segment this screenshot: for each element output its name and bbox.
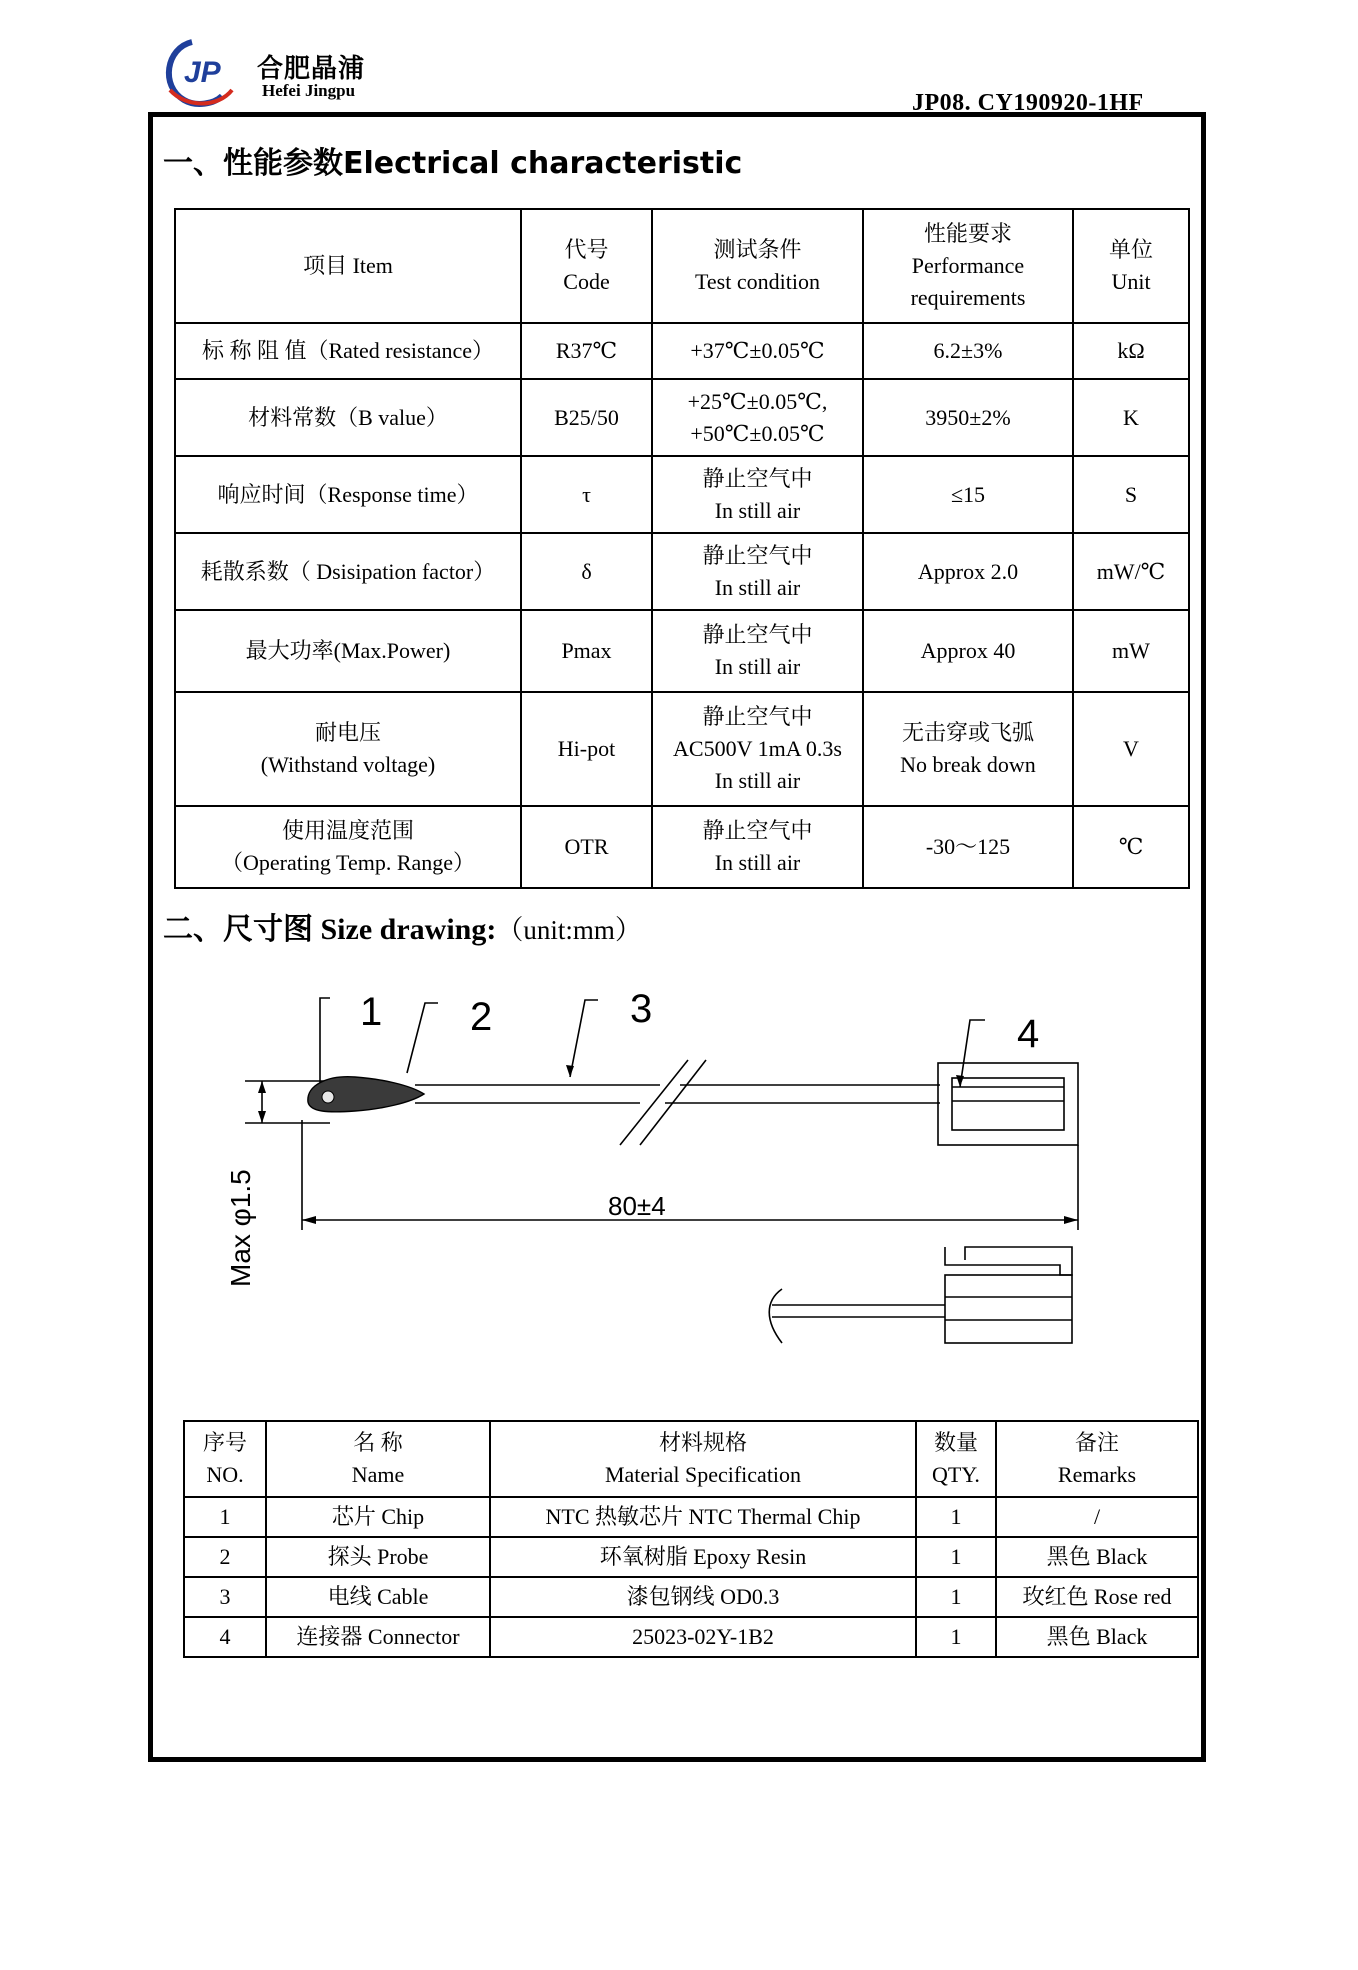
- leader-2: [407, 1003, 438, 1073]
- cell-item-text: 材料常数（B value）: [248, 404, 448, 430]
- cell-condition-text: 静止空气中: [702, 622, 813, 648]
- connector-body: [938, 1063, 1078, 1145]
- cell-item-text: 耐电压: [314, 720, 381, 746]
- cell-condition-text: In still air: [714, 574, 801, 600]
- cell-requirement: [863, 806, 1073, 888]
- cell-code: [521, 806, 652, 888]
- cell-spec-text: 25023-02Y-1B2: [632, 1624, 774, 1650]
- bom-header-row: [184, 1421, 1198, 1497]
- cell-remarks: [996, 1537, 1198, 1577]
- cell-condition-text: In still air: [714, 850, 801, 875]
- header-name-text: Name: [351, 1462, 405, 1487]
- cell-condition: [652, 610, 863, 692]
- side-view-latch: [945, 1247, 1072, 1275]
- side-view-break: [769, 1289, 782, 1343]
- cell-unit-text: ℃: [1118, 834, 1144, 860]
- cell-no-text: 4: [219, 1624, 231, 1650]
- cell-spec-text: 漆包钢线 OD0.3: [626, 1584, 780, 1610]
- cell-remarks: [996, 1497, 1198, 1537]
- document-code: JP08. CY190920-1HF: [912, 90, 1144, 116]
- company-name-cn: 合肥晶浦: [257, 54, 366, 84]
- header-unit: [1073, 209, 1189, 323]
- header-item-text: 项目 Item: [303, 253, 393, 279]
- arrow-diameter-top: [258, 1081, 266, 1093]
- cell-name-text: 芯片 Chip: [331, 1504, 425, 1530]
- connector-cavity: [952, 1078, 1064, 1130]
- cell-unit-text: K: [1123, 404, 1139, 430]
- cell-remarks-text: 黑色 Black: [1046, 1544, 1148, 1570]
- bom-row: [184, 1497, 1198, 1537]
- cell-name-text: 连接器 Connector: [296, 1624, 460, 1650]
- cell-item-text: 标 称 阻 值（Rated resistance）: [201, 338, 495, 364]
- header-no-text: NO.: [206, 1462, 244, 1487]
- cell-condition-text: In still air: [714, 654, 801, 679]
- header-spec-text: Material Specification: [604, 1462, 802, 1487]
- header-qty: [916, 1421, 996, 1497]
- cell-requirement-text: -30～125: [925, 834, 1011, 860]
- bom-table: [183, 1420, 1199, 1658]
- header-no-text: 序号: [202, 1430, 247, 1456]
- cell-code: [521, 533, 652, 610]
- header-code: [521, 209, 652, 323]
- cell-code: [521, 610, 652, 692]
- cell-requirement-text: 3950±2%: [925, 404, 1011, 430]
- logo-mark: JP: [184, 56, 221, 89]
- cell-unit: [1073, 456, 1189, 533]
- header-unit-text: Unit: [1111, 269, 1151, 294]
- table-row: [175, 533, 1189, 610]
- cell-code: [521, 692, 652, 806]
- cell-item: [175, 323, 521, 379]
- arrow-left: [302, 1216, 316, 1224]
- cell-code-text: δ: [581, 558, 592, 584]
- cell-condition: [652, 456, 863, 533]
- cell-no-text: 2: [219, 1544, 231, 1570]
- thermal-chip: [322, 1091, 334, 1103]
- cell-spec-text: NTC 热敏芯片 NTC Thermal Chip: [545, 1504, 861, 1530]
- bom-row: [184, 1617, 1198, 1657]
- cell-remarks-text: 黑色 Black: [1046, 1624, 1148, 1650]
- cell-code: [521, 379, 652, 456]
- cell-qty-text: 1: [950, 1544, 962, 1570]
- table-row: [175, 323, 1189, 379]
- cell-name: [266, 1497, 490, 1537]
- header-remarks: [996, 1421, 1198, 1497]
- length-dimension: 80±4: [608, 1191, 666, 1221]
- cell-code-text: R37℃: [555, 338, 618, 364]
- cell-unit: [1073, 533, 1189, 610]
- cell-remarks: [996, 1617, 1198, 1657]
- cell-condition-text: 静止空气中: [702, 465, 813, 491]
- cell-requirement-text: No break down: [900, 752, 1036, 777]
- cell-requirement: [863, 379, 1073, 456]
- cell-unit-text: mW: [1112, 638, 1150, 664]
- header-item: [175, 209, 521, 323]
- cell-requirement-text: 无击穿或飞弧: [901, 720, 1034, 746]
- header-requirement-text: 性能要求: [923, 221, 1012, 247]
- cell-condition-text: 静止空气中: [702, 704, 813, 730]
- table-row: [175, 806, 1189, 888]
- cell-qty: [916, 1617, 996, 1657]
- cell-remarks-text: /: [1093, 1504, 1101, 1530]
- cell-condition: [652, 533, 863, 610]
- cell-spec: [490, 1577, 916, 1617]
- cell-unit: [1073, 323, 1189, 379]
- header-qty-text: QTY.: [932, 1462, 980, 1487]
- cell-qty-text: 1: [950, 1504, 962, 1530]
- header-remarks-text: 备注: [1074, 1430, 1119, 1456]
- cell-condition: [652, 323, 863, 379]
- table-header-row: [175, 209, 1189, 323]
- header-name-text: 名 称: [353, 1430, 403, 1456]
- cell-code: [521, 323, 652, 379]
- header-qty-text: 数量: [933, 1430, 978, 1456]
- side-view-body: [945, 1275, 1072, 1343]
- cell-item-text: 使用温度范围: [281, 818, 414, 844]
- cell-requirement: [863, 692, 1073, 806]
- cell-no-text: 3: [219, 1584, 231, 1610]
- table-row: [175, 692, 1189, 806]
- cell-condition: [652, 692, 863, 806]
- cell-requirement-text: Approx 40: [920, 638, 1016, 664]
- cell-name: [266, 1537, 490, 1577]
- cell-unit-text: S: [1124, 481, 1138, 507]
- cell-requirement-text: 6.2±3%: [933, 338, 1003, 364]
- cell-item-text: 耗散系数（ Dsisipation factor）: [200, 558, 496, 584]
- cell-spec: [490, 1617, 916, 1657]
- cell-qty-text: 1: [950, 1624, 962, 1650]
- callout-2: 2: [470, 995, 493, 1039]
- cell-no: [184, 1537, 266, 1577]
- size-drawing: [210, 975, 1110, 1375]
- cell-spec: [490, 1537, 916, 1577]
- header-spec-text: 材料规格: [658, 1430, 747, 1456]
- cell-unit-text: kΩ: [1117, 338, 1145, 364]
- size-drawing-title: 二、尺寸图 Size drawing:（unit:mm）: [163, 912, 642, 947]
- cell-requirement-text: ≤15: [950, 481, 986, 507]
- cell-condition-text: 静止空气中: [702, 542, 813, 568]
- header-requirement: [863, 209, 1073, 323]
- cell-unit: [1073, 692, 1189, 806]
- cell-qty-text: 1: [950, 1584, 962, 1610]
- callout-1: 1: [360, 990, 383, 1034]
- header-condition: [652, 209, 863, 323]
- header-remarks-text: Remarks: [1057, 1462, 1137, 1487]
- cell-condition-text: AC500V 1mA 0.3s: [673, 736, 842, 762]
- header-requirement-text: requirements: [910, 284, 1026, 310]
- header-no: [184, 1421, 266, 1497]
- arrow-leader-4: [956, 1075, 964, 1087]
- electrical-table: [174, 208, 1190, 889]
- cell-item: [175, 806, 521, 888]
- header-unit-text: 单位: [1108, 237, 1153, 263]
- cell-qty: [916, 1497, 996, 1537]
- cell-requirement-text: Approx 2.0: [917, 558, 1019, 584]
- cell-code-text: OTR: [564, 834, 609, 860]
- cell-item-text: 最大功率(Max.Power): [245, 638, 451, 664]
- diameter-dimension: Max φ1.5: [225, 1169, 256, 1287]
- cell-item: [175, 379, 521, 456]
- cell-condition-text: +37℃±0.05℃: [690, 338, 825, 364]
- cell-name-text: 电线 Cable: [327, 1584, 429, 1610]
- cell-requirement: [863, 323, 1073, 379]
- cell-unit-text: mW/℃: [1096, 558, 1166, 584]
- header-spec: [490, 1421, 916, 1497]
- cell-requirement: [863, 533, 1073, 610]
- header-name: [266, 1421, 490, 1497]
- cell-remarks: [996, 1577, 1198, 1617]
- cell-code-text: B25/50: [554, 404, 619, 430]
- cell-unit: [1073, 379, 1189, 456]
- cell-condition-text: In still air: [714, 767, 801, 793]
- cell-spec-text: 环氧树脂 Epoxy Resin: [599, 1544, 807, 1570]
- cell-item-text: 响应时间（Response time）: [217, 481, 479, 507]
- header-condition-text: 测试条件: [713, 237, 802, 263]
- callout-3: 3: [630, 987, 653, 1031]
- cell-name-text: 探头 Probe: [327, 1544, 429, 1570]
- cell-remarks-text: 玫红色 Rose red: [1022, 1584, 1172, 1610]
- table-row: [175, 610, 1189, 692]
- cell-no: [184, 1617, 266, 1657]
- table-row: [175, 456, 1189, 533]
- leader-4: [960, 1020, 985, 1087]
- header-requirement-text: Performance: [911, 253, 1025, 279]
- cell-item-text: (Withstand voltage): [260, 752, 436, 777]
- company-name-en: Hefei Jingpu: [262, 81, 356, 100]
- cell-condition: [652, 379, 863, 456]
- cell-spec: [490, 1497, 916, 1537]
- arrow-leader-3: [566, 1065, 574, 1077]
- cell-no: [184, 1577, 266, 1617]
- cell-code-text: Hi-pot: [557, 736, 616, 762]
- cell-condition-text: +25℃±0.05℃,: [687, 388, 828, 414]
- cell-condition-text: 静止空气中: [702, 818, 813, 844]
- electrical-section-title: 一、性能参数Electrical characteristic: [163, 146, 743, 181]
- header-condition-text: Test condition: [695, 269, 820, 294]
- cell-condition: [652, 806, 863, 888]
- cell-requirement: [863, 456, 1073, 533]
- cell-requirement: [863, 610, 1073, 692]
- arrow-right: [1064, 1216, 1078, 1224]
- leader-3: [570, 1000, 598, 1077]
- cell-name: [266, 1577, 490, 1617]
- cell-condition-text: In still air: [714, 497, 801, 523]
- callout-4: 4: [1017, 1012, 1040, 1056]
- cell-item-text: （Operating Temp. Range）: [220, 850, 476, 875]
- bom-row: [184, 1537, 1198, 1577]
- bom-row: [184, 1577, 1198, 1617]
- cell-item: [175, 456, 521, 533]
- cell-unit: [1073, 806, 1189, 888]
- cell-item: [175, 692, 521, 806]
- cell-no-text: 1: [219, 1504, 231, 1530]
- cell-item: [175, 533, 521, 610]
- cell-code-text: Pmax: [561, 638, 612, 664]
- cell-unit-text: V: [1123, 736, 1139, 762]
- arrow-diameter-bottom: [258, 1111, 266, 1123]
- cell-no: [184, 1497, 266, 1537]
- cell-code-text: τ: [582, 481, 591, 507]
- cell-qty: [916, 1537, 996, 1577]
- cell-name: [266, 1617, 490, 1657]
- cell-item: [175, 610, 521, 692]
- cell-condition-text: +50℃±0.05℃: [690, 420, 825, 446]
- table-row: [175, 379, 1189, 456]
- cell-unit: [1073, 610, 1189, 692]
- header-code-text: 代号: [564, 237, 609, 263]
- header-code-text: Code: [563, 269, 610, 294]
- cell-qty: [916, 1577, 996, 1617]
- cell-code: [521, 456, 652, 533]
